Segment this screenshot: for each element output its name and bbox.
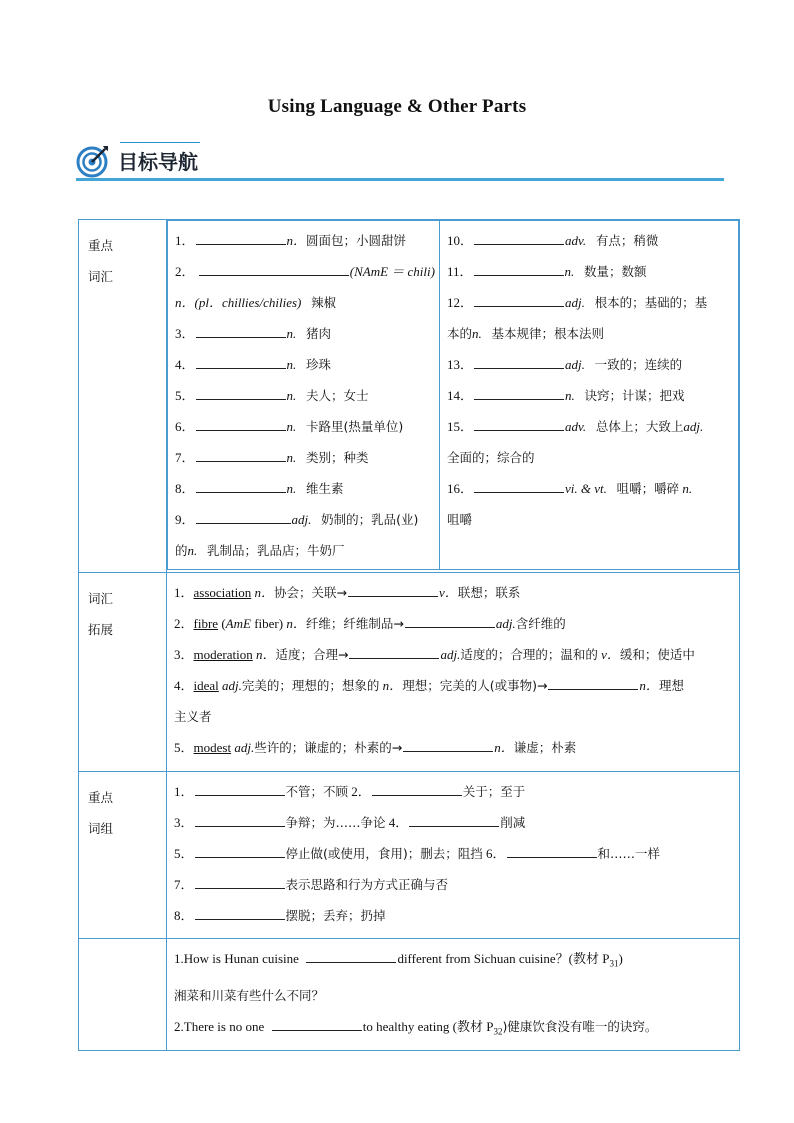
- answer-blank[interactable]: [196, 509, 291, 524]
- answer-blank[interactable]: [195, 812, 285, 827]
- vocab-right-column: [440, 221, 739, 570]
- expansion-content: [167, 573, 740, 772]
- vocab-item: 1． n．圆面包；小圆甜饼: [168, 225, 439, 256]
- answer-blank[interactable]: [196, 447, 286, 462]
- phrase-item: 7． 表示思路和行为方式正确与否: [167, 869, 739, 900]
- sentence-translation: 湘菜和川菜有些什么不同？: [174, 987, 325, 1003]
- expansion-item: 2．fibre (AmE fiber) n．纤维；纤维制品→ adj.含纤维的: [167, 608, 739, 639]
- phrase-item: 8． 摆脱；丢弃；扔掉: [167, 900, 739, 931]
- category-line: 词汇: [88, 269, 114, 284]
- phrases-content: [167, 772, 740, 939]
- section-title: 目标导航: [118, 150, 198, 174]
- category-line: 词组: [88, 821, 114, 836]
- category-line: 重点: [88, 238, 114, 253]
- vocab-item: 全面的；综合的: [447, 450, 535, 465]
- answer-blank[interactable]: [306, 948, 396, 963]
- vocab-item: 14． n. 诀窍；计谋；把戏: [440, 380, 738, 411]
- phrase-item: 5． 停止做(或使用，食用)；删去；阻挡 6． 和……一样: [167, 838, 739, 869]
- vocab-item: 16． vi. & vt. 咀嚼；嚼碎 n.: [440, 473, 738, 504]
- answer-blank[interactable]: [474, 416, 564, 431]
- vocab-item: 4． n. 珍珠: [168, 349, 439, 380]
- vocab-item: 12． adj. 根本的；基础的；基: [440, 287, 738, 318]
- category-line: 词汇: [88, 591, 114, 606]
- vocab-item: 8． n. 维生素: [168, 473, 439, 504]
- page-title: Using Language & Other Parts: [267, 96, 527, 117]
- answer-blank[interactable]: [199, 261, 349, 276]
- phrase-item: 1． 不管；不顾 2． 关于；至于: [167, 776, 739, 807]
- phrases-category: [79, 772, 167, 939]
- vocab-item: n．(pl．chillies/chilies) 辣椒: [175, 295, 337, 310]
- expansion-item: 主义者: [174, 709, 212, 724]
- expansion-item: 5．modest adj.些许的；谦虚的；朴素的→ n．谦虚；朴素: [167, 732, 739, 763]
- vocab-item: 咀嚼: [447, 512, 473, 527]
- vocab-split: [167, 220, 739, 570]
- category-line: 拓展: [88, 622, 114, 637]
- section-header: [76, 140, 724, 184]
- vocab-item: 的n. 乳制品；乳品店；牛奶厂: [175, 543, 345, 558]
- expansion-category: [79, 573, 167, 772]
- vocab-item: 6． n. 卡路里(热量单位): [168, 411, 439, 442]
- expansion-item: 1．association n．协会；关联→ v．联想；联系: [167, 577, 739, 608]
- vocab-item: 9． adj. 奶制的；乳品(业): [168, 504, 439, 535]
- answer-blank[interactable]: [474, 354, 564, 369]
- answer-blank[interactable]: [196, 416, 286, 431]
- sentences-category: [79, 939, 167, 1051]
- answer-blank[interactable]: [474, 478, 564, 493]
- answer-blank[interactable]: [272, 1016, 362, 1031]
- answer-blank[interactable]: [196, 354, 286, 369]
- answer-blank[interactable]: [372, 781, 462, 796]
- category-line: 重点: [88, 790, 114, 805]
- sentence-item: 1.How is Hunan cuisine different from Sichuan cuisine？(教材 $P_{31}$): [167, 943, 739, 980]
- answer-blank[interactable]: [196, 478, 286, 493]
- vocab-item: 10． adv. 有点；稍微: [440, 225, 738, 256]
- answer-blank[interactable]: [196, 385, 286, 400]
- answer-blank[interactable]: [195, 843, 285, 858]
- answer-blank[interactable]: [474, 230, 564, 245]
- vocab-item: 3． n. 猪肉: [168, 318, 439, 349]
- sentences-content: [167, 939, 740, 1051]
- study-table: [78, 219, 740, 1051]
- answer-blank[interactable]: [405, 613, 495, 628]
- answer-blank[interactable]: [403, 737, 493, 752]
- answer-blank[interactable]: [474, 292, 564, 307]
- sentences-row: [79, 939, 740, 1051]
- phrases-row: [79, 772, 740, 939]
- vocab-item: 7． n. 类别；种类: [168, 442, 439, 473]
- section-overline: [120, 142, 200, 143]
- vocab-item: 15． adv. 总体上；大致上adj.: [440, 411, 738, 442]
- vocab-item: 2． (NAmE ＝ chili): [168, 256, 439, 287]
- expansion-item: 4．ideal adj.完美的；理想的；想象的 n．理想；完美的人(或事物)→ n．理想: [167, 670, 739, 701]
- answer-blank[interactable]: [348, 582, 438, 597]
- answer-blank[interactable]: [409, 812, 499, 827]
- answer-blank[interactable]: [196, 230, 286, 245]
- vocab-category: [79, 220, 167, 573]
- vocab-row: [79, 220, 740, 573]
- sentence-item: 2.There is no one to healthy eating (教材 $P_{32}$)健康饮食没有唯一的诀窍。: [167, 1011, 739, 1048]
- answer-blank[interactable]: [349, 644, 439, 659]
- vocab-item: 本的n. 基本规律；根本法则: [447, 326, 605, 341]
- expansion-item: 3．moderation n．适度；合理→ adj.适度的；合理的；温和的 v．缓和；使适中: [167, 639, 739, 670]
- answer-blank[interactable]: [548, 675, 638, 690]
- section-divider: [76, 178, 724, 181]
- answer-blank[interactable]: [507, 843, 597, 858]
- vocab-item: 11． n. 数量；数额: [440, 256, 738, 287]
- target-icon: [76, 144, 110, 178]
- answer-blank[interactable]: [474, 385, 564, 400]
- expansion-row: [79, 573, 740, 772]
- answer-blank[interactable]: [474, 261, 564, 276]
- phrase-item: 3． 争辩；为……争论 4． 削减: [167, 807, 739, 838]
- answer-blank[interactable]: [195, 874, 285, 889]
- vocab-left-column: [168, 221, 440, 570]
- answer-blank[interactable]: [195, 781, 285, 796]
- answer-blank[interactable]: [196, 323, 286, 338]
- vocab-item: 13． adj. 一致的；连续的: [440, 349, 738, 380]
- answer-blank[interactable]: [195, 905, 285, 920]
- vocab-item: 5． n. 夫人；女士: [168, 380, 439, 411]
